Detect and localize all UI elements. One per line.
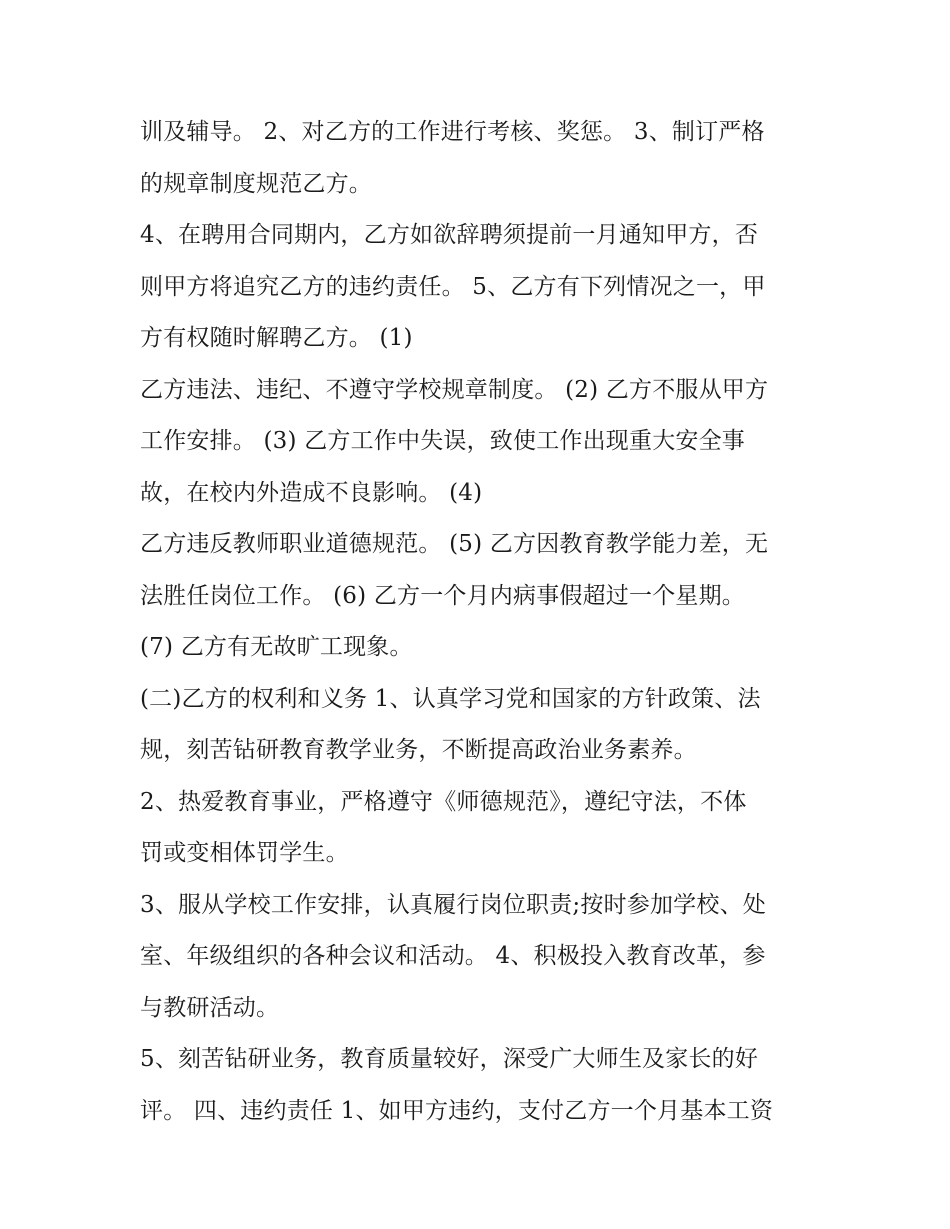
text-line: 5、刻苦钻研业务，教育质量较好，深受广大师生及家长的好 [140, 1046, 759, 1072]
text-line: 方有权随时解聘乙方。 (1) [140, 325, 413, 351]
text-line: 的规章制度规范乙方。 [140, 170, 372, 197]
text-line: 则甲方将追究乙方的违约责任。 5、乙方有下列情况之一，甲 [140, 273, 766, 300]
text-line: 规，刻苦钻研教育教学业务，不断提高政治业务素养。 [140, 737, 697, 763]
text-line: 3、服从学校工作安排，认真履行岗位职责;按时参加学校、处 [140, 891, 766, 918]
text-line: 乙方违反教师职业道德规范。 (5) 乙方因教育教学能力差，无 [140, 531, 769, 557]
text-line: 2、热爱教育事业，严格遵守《师德规范》，遵纪守法，不体 [140, 788, 747, 815]
text-line: 4、在聘用合同期内，乙方如欲辞聘须提前一月通知甲方，否 [140, 222, 759, 248]
text-line: 评。 四、违约责任 1、如甲方违约，支付乙方一个月基本工资 [140, 1097, 774, 1124]
text-line: 训及辅导。 2、对乙方的工作进行考核、奖惩。 3、制订严格 [140, 119, 765, 145]
text-line: (7) 乙方有无故旷工现象。 [140, 634, 413, 660]
text-line: 罚或变相体罚学生。 [140, 840, 349, 866]
text-line: 乙方违法、违纪、不遵守学校规章制度。 (2) 乙方不服从甲方 [140, 376, 769, 403]
text-line: 室、年级组织的各种会议和活动。 4、积极投入教育改革，参 [140, 943, 766, 969]
text-line: 法胜任岗位工作。 (6) 乙方一个月内病事假超过一个星期。 [140, 582, 746, 609]
text-line: (二)乙方的权利和义务 1、认真学习党和国家的方针政策、法 [140, 685, 761, 712]
text-line: 工作安排。 (3) 乙方工作中失误，致使工作出现重大安全事 [140, 428, 746, 454]
text-line: 故，在校内外造成不良影响。 (4) [140, 479, 483, 506]
text-line: 与教研活动。 [140, 994, 280, 1021]
document-body [140, 107, 820, 1137]
